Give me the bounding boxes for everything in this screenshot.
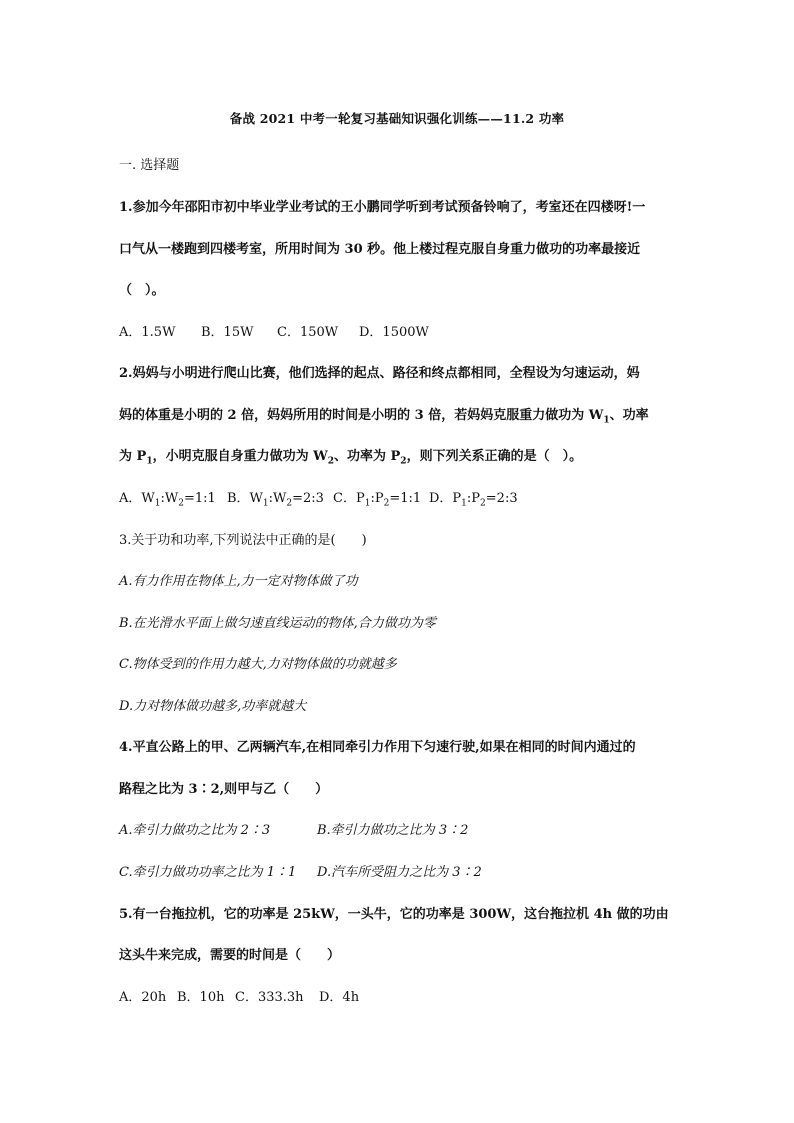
- q4-options-row-2: [119, 861, 482, 880]
- q3-option-c: C.物体受到的作用力越大,力对物体做的功就越多: [119, 657, 397, 672]
- q2-line-3-sub1: 1: [146, 456, 153, 467]
- q5-option-a: A．20h: [119, 990, 167, 1005]
- q2-line-3-b: ，小明克服自身重力做功为 W: [152, 449, 328, 464]
- q3-stem: 3.关于功和功率,下列说法中正确的是( ): [119, 533, 367, 548]
- q2-line-2-tail: 、功率: [609, 408, 649, 423]
- q1-option-a: A．1.5W: [119, 325, 176, 340]
- q2-option-d-sub1: 1: [461, 498, 467, 509]
- q1-option-b: B．15W: [201, 325, 254, 340]
- q4-option-d: D.汽车所受阻力之比为 3∶2: [317, 865, 482, 880]
- q2-option-b-sub2: 2: [286, 498, 293, 509]
- q2-option-a-sub2: 2: [178, 498, 184, 509]
- q2-option-a: [119, 487, 227, 509]
- q5-option-d: D．4h: [319, 990, 360, 1005]
- q4-option-a: A.牵引力做功之比为 2∶3: [119, 823, 271, 838]
- q5-option-c: C．333.3h: [235, 990, 304, 1005]
- q4-line-2: 路程之比为 3∶2,则甲与乙（ ）: [119, 782, 329, 797]
- q1-line-1: 1.参加今年邵阳市初中毕业学业考试的王小鹏同学听到考试预备铃响了，考室还在四楼呀!一: [119, 200, 646, 215]
- document-title: 备战 2021 中考一轮复习基础知识强化训练——11.2 功率: [229, 111, 565, 126]
- q2-option-b-post: =2:3: [292, 491, 324, 506]
- q2-line-2-sub: 1: [603, 415, 610, 426]
- q2-option-d-post: =2:3: [485, 491, 518, 506]
- q3-option-a: A.有力作用在物体上,力一定对物体做了功: [119, 574, 358, 589]
- q2-option-d: [429, 487, 518, 509]
- q4-options-row-1: [119, 819, 468, 838]
- q2-option-c: [333, 487, 429, 509]
- q2-option-b: [227, 487, 333, 509]
- q2-option-a-post: =1:1: [183, 491, 216, 506]
- q1-option-c: C．150W: [277, 325, 339, 340]
- q2-option-a-mid: :W: [160, 491, 179, 506]
- q2-line-1: 2.妈妈与小明进行爬山比赛，他们选择的起点、路径和终点都相同，全程设为匀速运动，妈: [119, 366, 640, 381]
- q2-option-d-mid: :P: [466, 491, 481, 506]
- q2-option-c-pre: C．P: [333, 491, 365, 506]
- q5-line-2: 这头牛来完成，需要的时间是（ ）: [119, 948, 341, 963]
- section-heading: 一. 选择题: [119, 158, 180, 173]
- q1-option-d: D．1500W: [359, 325, 429, 340]
- q2-line-2: [119, 404, 649, 426]
- q2-option-a-sub1: 1: [154, 498, 161, 509]
- q2-option-d-pre: D．P: [429, 491, 462, 506]
- q2-option-c-sub1: 1: [364, 498, 371, 509]
- q1-line-3: （ ）。: [119, 283, 165, 298]
- q2-line-3: [119, 445, 583, 467]
- q2-option-b-sub1: 1: [262, 498, 269, 509]
- q2-line-3-sub3: 2: [400, 456, 407, 467]
- q2-option-d-sub2: 2: [480, 498, 486, 509]
- q4-option-b: B.牵引力做功之比为 3∶2: [317, 823, 469, 838]
- q1-options: [119, 321, 429, 340]
- q2-option-c-mid: :P: [370, 491, 384, 506]
- q2-option-a-pre: A．W: [119, 491, 155, 506]
- q4-option-c: C.牵引力做功功率之比为 1∶1: [119, 865, 297, 880]
- q2-line-3-sub2: 2: [327, 456, 334, 467]
- q2-line-2-text: 妈的体重是小明的 2 倍，妈妈所用的时间是小明的 3 倍，若妈妈克服重力做功为 W: [119, 408, 604, 423]
- q2-line-3-d: ，则下列关系正确的是（ ）。: [406, 449, 583, 464]
- q2-option-b-pre: B．W: [227, 491, 263, 506]
- q1-line-2: 口气从一楼跑到四楼考室，所用时间为 30 秒。他上楼过程克服自身重力做功的功率最接近: [119, 242, 641, 257]
- q5-option-b: B．10h: [177, 990, 225, 1005]
- q2-option-c-sub2: 2: [383, 498, 390, 509]
- q5-line-1: 5.有一台拖拉机，它的功率是 25kW，一头牛，它的功率是 300W，这台拖拉机 4h 做的功由: [119, 907, 669, 922]
- q3-option-b: B.在光滑水平面上做匀速直线运动的物体,合力做功为零: [119, 616, 436, 631]
- q2-option-c-post: =1:1: [389, 491, 422, 506]
- q3-option-d: D.力对物体做功越多,功率就越大: [119, 699, 307, 714]
- q2-line-3-a: 为 P: [119, 449, 147, 464]
- q2-options: [119, 487, 518, 509]
- q4-line-1: 4.平直公路上的甲、乙两辆汽车,在相同牵引力作用下匀速行驶,如果在相同的时间内通过的: [119, 740, 636, 755]
- q5-options: [119, 986, 359, 1005]
- q2-line-3-c: 、功率为 P: [333, 449, 401, 464]
- q2-option-b-mid: :W: [268, 491, 287, 506]
